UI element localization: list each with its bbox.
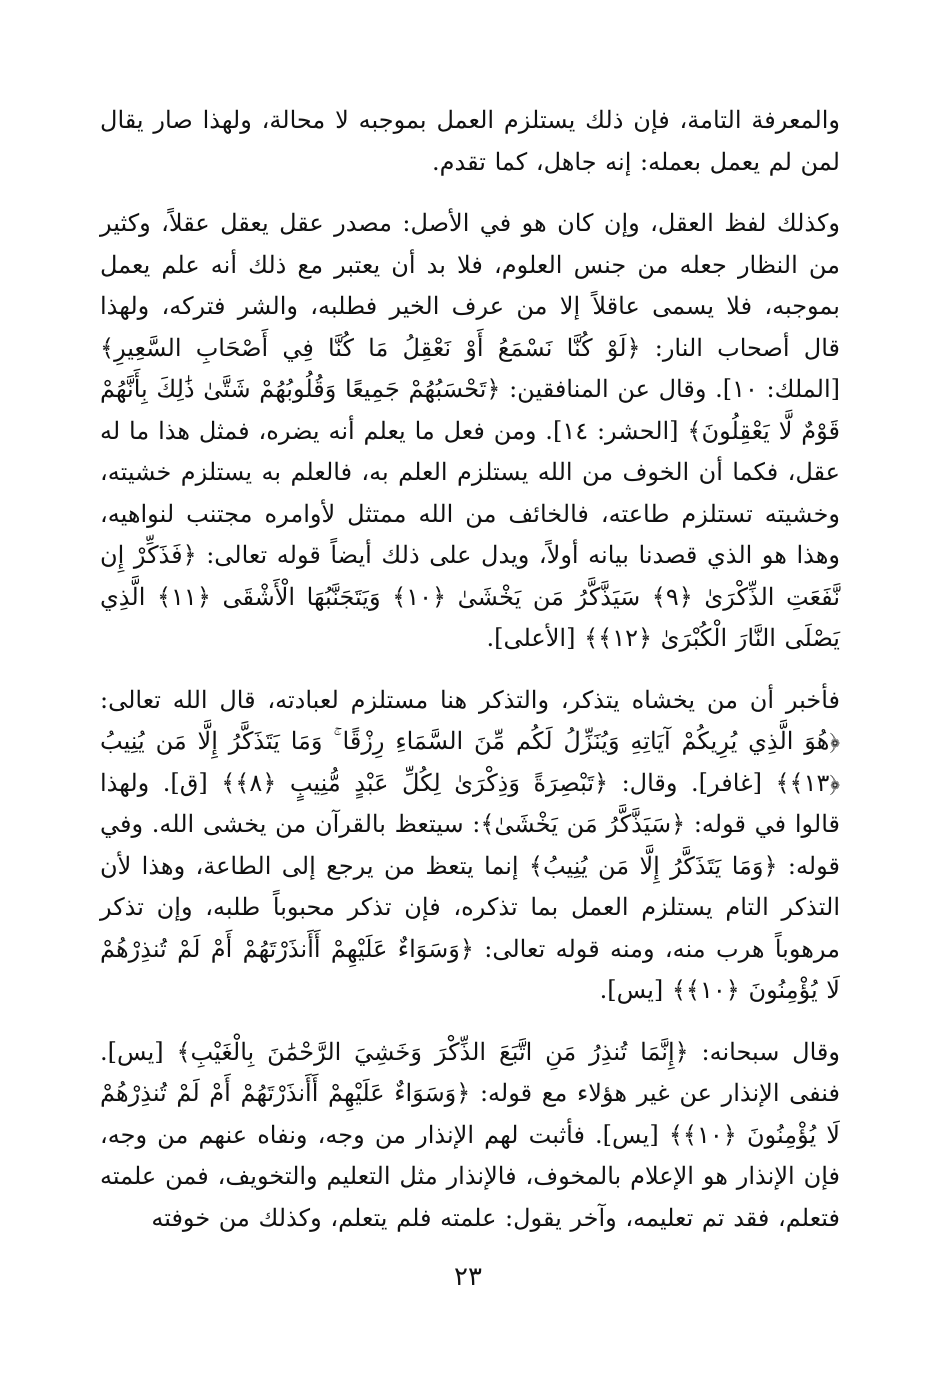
paragraph-4: وقال سبحانه: ﴿إِنَّمَا تُنذِرُ مَنِ اتَّبَعَ الذِّكْرَ وَخَشِيَ الرَّحْمَٰنَ بِالْغَيْبِ﴾ [يس]. فنفى الإنذار عن غير هؤلاء مع قوله: ﴿وَسَوَاءٌ عَلَيْهِمْ أَأَنذَرْتَهُمْ أَمْ لَمْ تُنذِرْهُمْ لَا يُؤْمِنُونَ ﴿١٠﴾﴾ [يس]. فأثبت لهم الإنذار من وجه، ونفاه عنهم من وجه، فإن الإنذار هو الإعلام بالمخوف، فالإنذار مثل التعليم والتخويف، فمن علمته فتعلم، فقد تم تعليمه، وآخر يقول: علمته فلم يتعلم، وكذلك من خوفته (100, 1037, 840, 1232)
paragraph-2: وكذلك لفظ العقل، وإن كان هو في الأصل: مصدر عقل يعقل عقلاً، وكثير من النظار جعله من جنس العلوم، فلا بد أن يعتبر مع ذلك أنه علم يعمل بموجبه، فلا يسمى عاقلاً إلا من عرف الخير فطلبه، والشر فتركه، ولهذا قال أصحاب النار: ﴿لَوْ كُنَّا نَسْمَعُ أَوْ نَعْقِلُ مَا كُنَّا فِي أَصْحَابِ السَّعِيرِ﴾ [الملك: ١٠]. وقال عن المنافقين: ﴿تَحْسَبُهُمْ جَمِيعًا وَقُلُوبُهُمْ شَتَّىٰ ذَٰلِكَ بِأَنَّهُمْ قَوْمٌ لَّا يَعْقِلُونَ﴾ [الحشر: ١٤]. ومن فعل ما يعلم أنه يضره، فمثل هذا ما له عقل، فكما أن الخوف من الله يستلزم العلم به، فالعلم به يستلزم خشيته، وخشيته تستلزم طاعته، فالخائف من الله ممتثل لأوامره مجتنب لنواهيه، وهذا هو الذي قصدنا بيانه أولاً، ويدل على ذلك أيضاً قوله تعالى: ﴿فَذَكِّرْ إِن نَّفَعَتِ الذِّكْرَىٰ ﴿٩﴾ سَيَذَّكَّرُ مَن يَخْشَىٰ ﴿١٠﴾ وَيَتَجَنَّبُهَا الْأَشْقَى ﴿١١﴾ الَّذِي يَصْلَى النَّارَ الْكُبْرَىٰ ﴿١٢﴾﴾ [الأعلى]. (100, 209, 841, 652)
paragraph-1: والمعرفة التامة، فإن ذلك يستلزم العمل بموجبه لا محالة، ولهذا صار يقال لمن لم يعمل بعمله: إنه جاهل، كما تقدم. (100, 106, 840, 176)
page-number: ٢٣ (454, 1262, 482, 1292)
paragraph-3: فأخبر أن من يخشاه يتذكر، والتذكر هنا مستلزم لعبادته، قال الله تعالى: ﴿هُوَ الَّذِي يُرِيكُمْ آيَاتِهِ وَيُنَزِّلُ لَكُم مِّنَ السَّمَاءِ رِزْقًا ۚ وَمَا يَتَذَكَّرُ إِلَّا مَن يُنِيبُ ﴿١٣﴾﴾ [غافر]. وقال: ﴿تَبْصِرَةً وَذِكْرَىٰ لِكُلِّ عَبْدٍ مُّنِيبٍ ﴿٨﴾﴾ [ق]. ولهذا قالوا في قوله: ﴿سَيَذَّكَّرُ مَن يَخْشَىٰ﴾: سيتعظ بالقرآن من يخشى الله. وفي قوله: ﴿وَمَا يَتَذَكَّرُ إِلَّا مَن يُنِيبُ﴾ إنما يتعظ من يرجع إلى الطاعة، وهذا لأن التذكر التام يستلزم العمل بما تذكره، فإن تذكر محبوباً طلبه، وإن تذكر مرهوباً هرب منه، ومنه قوله تعالى: ﴿وَسَوَاءٌ عَلَيْهِمْ أَأَنذَرْتَهُمْ أَمْ لَمْ تُنذِرْهُمْ لَا يُؤْمِنُونَ ﴿١٠﴾﴾ [يس]. (100, 685, 841, 1004)
page-body (100, 100, 840, 1322)
